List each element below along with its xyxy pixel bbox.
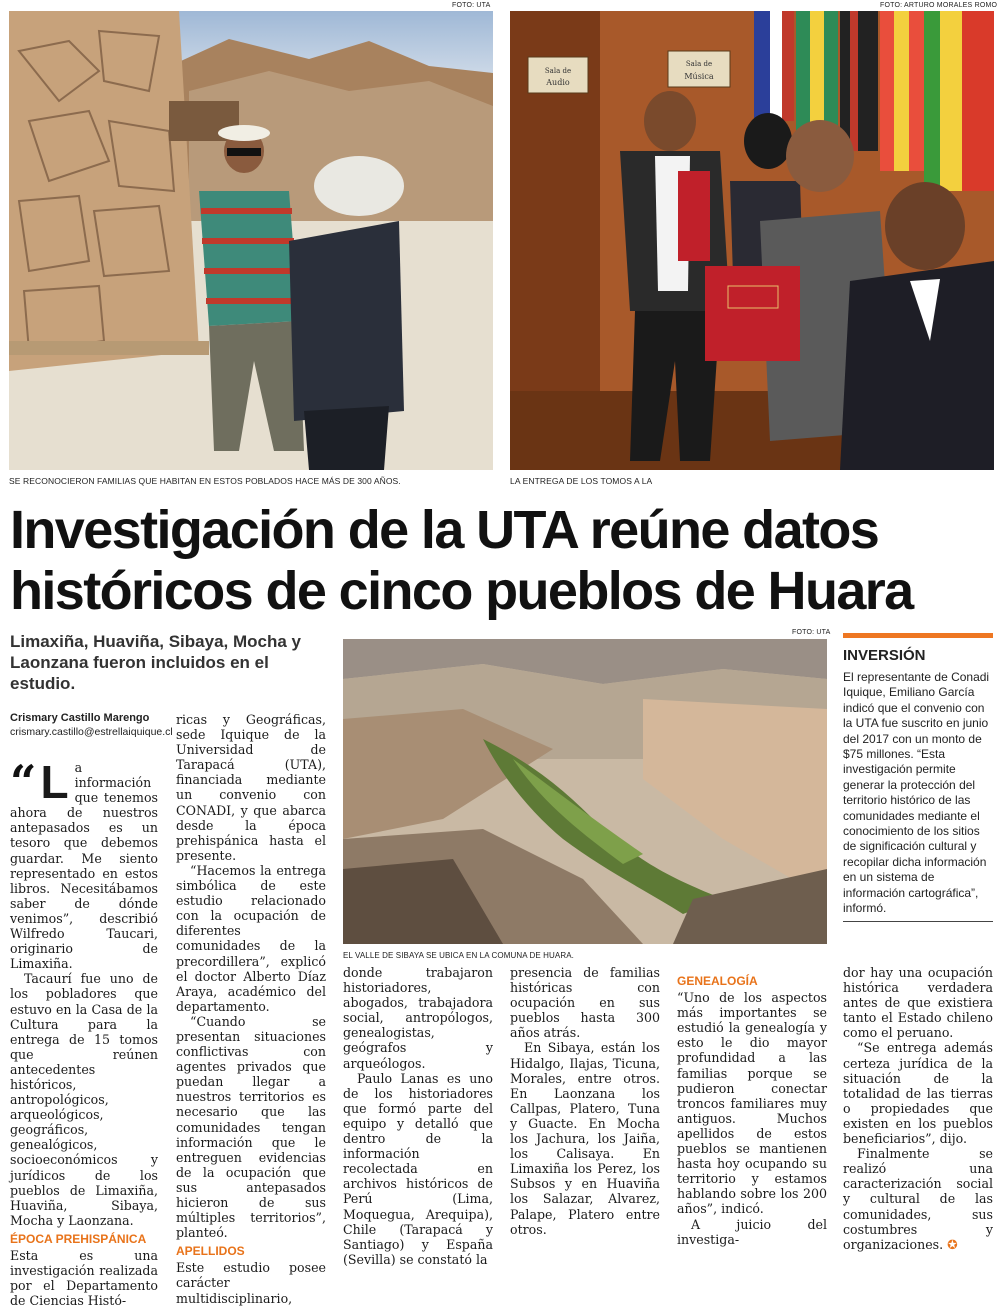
svg-text:Audio: Audio: [546, 78, 570, 87]
article-column-2: [176, 712, 326, 1306]
paragraph: En Sibaya, están los Hidalgo, Ilajas, Ticuna, Morales, entre otros. En Laonzana los Callpas, Platero, Tuna y Guacte. En Mocha los Jachura, los Jaiña, los Calisaya. En Limaxiña los Perez, los Subsos y en Huaviña los Salazar, Alvarez, Palape, Platero entre otros.: [510, 1040, 660, 1237]
paragraph: “Se entrega además certeza jurídica de la situación de la totalidad de las tierras o propiedades que existen en los pueblos beneficiarios”, dijo.: [843, 1040, 993, 1147]
sidebar-title: INVERSIÓN: [843, 647, 926, 664]
paragraph: ricas y Geográficas, sede Iquique de la Universidad de Tarapacá (UTA), financiada mediante un convenio con CONADI, y que abarca desde la época prehispánica hasta el presente.: [176, 712, 326, 863]
paragraph: dor hay una ocupación histórica verdadera antes de que existiera tanto el Estado chileno como el peruano.: [843, 965, 993, 1041]
photo-village-conversation: [9, 11, 493, 470]
paragraph: “Cuando se presentan situaciones conflictivas con agentes privados que puedan llegar a nuestros territorios es necesario que las comunidades tengan información que le entreguen evidencias de la ocupación que sus antepasados hicieron de sus múltiples territorios”, planteó.: [176, 1013, 326, 1241]
article-column-1: [10, 755, 158, 1308]
author-email[interactable]: crismary.castillo@estrellaiquique.cl: [10, 726, 173, 738]
paragraph: Tacaurí fue uno de los pobladores que estuvo en la Casa de la Cultura para la entrega de 15 tomos que reúnen antecedentes históricos, antropológicos, arqueológicos, geográficos, genealógicos, socioeconómicos y jurídicos de los pueblos de Limaxiña, Huaviña, Sibaya, Mocha y Laonzana.: [10, 971, 158, 1228]
paragraph: Finalmente se realizó una caracterización social y cultural de las comunidades, sus costumbres y organizaciones. ✪: [843, 1146, 993, 1252]
sidebar-divider: [843, 921, 993, 922]
paragraph: A juicio del investiga-: [677, 1216, 827, 1247]
author-name: Crismary Castillo Marengo: [10, 712, 150, 724]
paragraph: Paulo Lanas es uno de los historiadores que formó parte del equipo y detalló que dentro de la información recolectada en archivos históricos de Perú (Lima, Moquegua, Arequipa), Chile (Tarapacá y Santiago) y España (Sevilla) se constató la: [343, 1070, 493, 1267]
article-column-4: [510, 965, 660, 1237]
paragraph: “Hacemos la entrega simbólica de este estudio relacionado con la ocupación de diferentes comunidades de la precordillera”, explicó el doctor Alberto Díaz Araya, académico del departamento.: [176, 862, 326, 1014]
paragraph: Este estudio posee carácter multidisciplinario,: [176, 1260, 326, 1306]
photo-caption-middle: EL VALLE DE SIBAYA SE UBICA EN LA COMUNA DE HUARA.: [343, 951, 575, 960]
photo-credit-left: FOTO: UTA: [452, 2, 491, 9]
photo-caption-right: LA ENTREGA DE LOS TOMOS A LA: [510, 476, 653, 486]
quote-mark: “: [10, 755, 37, 809]
subheading-apellidos: APELLIDOS: [176, 1244, 245, 1259]
paragraph: “Uno de los aspectos más importantes se estudió la genealogía y esto le dio mayor profundidad a las familias porque se pudieron conectar troncos familiares muy antiguos. Muchos apellidos de estos pueblos se mantienen hasta hoy ocupando su territorio y estamos hablando sobre los 200 años”, indicó.: [677, 990, 827, 1217]
paragraph: Esta es una investigación realizada por el Departamento de Ciencias Histó-: [10, 1248, 158, 1308]
photo-caption-left: SE RECONOCIERON FAMILIAS QUE HABITAN EN ESTOS POBLADOS HACE MÁS DE 300 AÑOS.: [9, 476, 401, 486]
photo-sibaya-valley: [343, 639, 827, 944]
photo-credit-right: FOTO: ARTURO MORALES ROMO: [880, 2, 998, 9]
photo-book-delivery: [510, 11, 994, 470]
paragraph: a información que tenemos ahora de nuestros antepasados es un tesoro que debemos guardar. Me siento representado en estos libros. Necesitábamos saber de dónde venimos”, describió Wilfredo Taucari, originario de Limaxiña.: [10, 760, 158, 972]
article-column-5: [677, 974, 827, 1247]
end-of-article-icon: ✪: [947, 1236, 958, 1252]
sidebar-accent-bar: [843, 633, 993, 638]
paragraph: donde trabajaron historiadores, abogados, trabajadora social, antropólogos, genealogistas, geógrafos y arqueólogos.: [343, 965, 493, 1071]
page-title: Investigación de la UTA reúne datos históricos de cinco pueblos de Huara: [10, 500, 913, 621]
lead-summary: Limaxiña, Huaviña, Sibaya, Mocha y Laonzana fueron incluidos en el estudio.: [10, 632, 301, 693]
sign-sala-musica: Sala de: [685, 60, 713, 68]
sidebar-text: El representante de Conadi Iquique, Emiliano García indicó que el convenio con la UTA fue suscrito en junio del 2017 con un monto de $75 millones. “Esta investigación permite generar la protección del territorio histórico de las comunidades mediante el conocimiento de los sitios de significación cultural y recopilar dicha información en un sistema de información cartográfica”, informó.: [843, 670, 990, 916]
sign-sala-audio: Sala de: [544, 67, 572, 75]
subheading-epoca-prehispanica: ÉPOCA PREHISPÁNICA: [10, 1231, 147, 1246]
paragraph: presencia de familias históricas con ocupación en sus pueblos hasta 300 años atrás.: [510, 965, 660, 1041]
drop-cap: L: [40, 756, 69, 808]
subheading-genealogia: GENEALOGÍA: [677, 974, 758, 988]
article-column-6: [843, 965, 993, 1252]
svg-text:Música: Música: [684, 72, 714, 81]
photo-credit-middle: FOTO: UTA: [792, 629, 831, 636]
article-column-3: [343, 965, 493, 1267]
byline: [10, 711, 173, 739]
